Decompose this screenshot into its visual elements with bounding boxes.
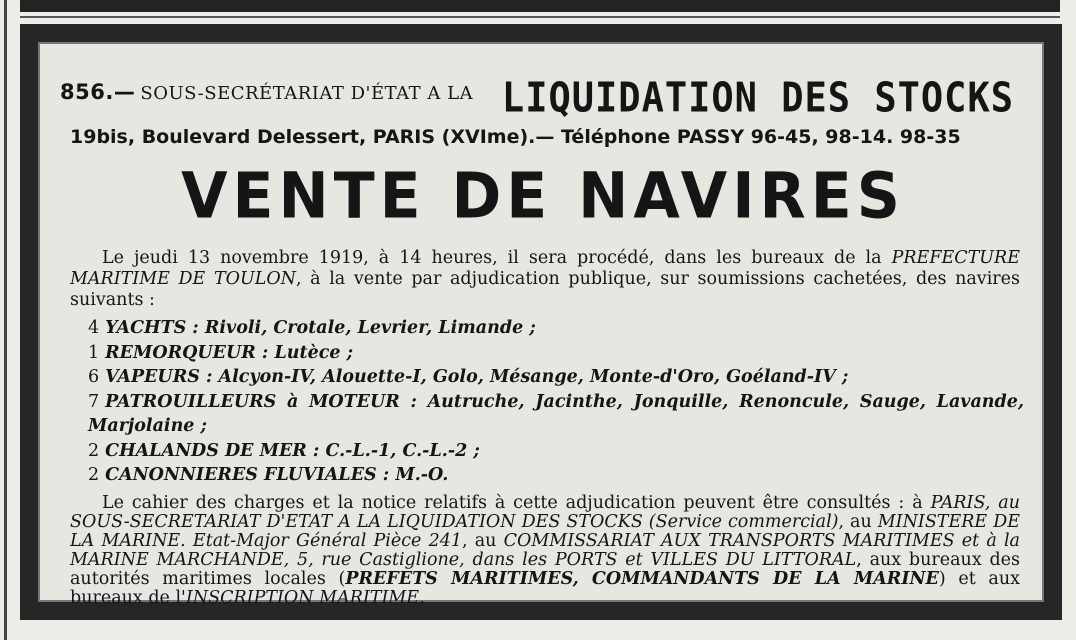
- lot-number: 856.—: [60, 80, 136, 104]
- column-rule: [4, 0, 7, 640]
- list-item: [88, 463, 1024, 488]
- closing-text: , aux bureaux des autorités maritimes locales (: [70, 550, 1020, 589]
- list-item: [88, 439, 1024, 464]
- vessel-text: REMORQUEUR : Lutèce ;: [105, 342, 354, 363]
- list-item: [88, 341, 1024, 366]
- header-line: [60, 80, 473, 104]
- address-line: [70, 126, 961, 148]
- vessel-count: 1: [88, 342, 100, 363]
- vessel-count: 2: [88, 440, 100, 461]
- vessel-text: CHALANDS DE MER : C.-L.-1, C.-L.-2 ;: [105, 440, 480, 461]
- intro-text: Le jeudi 13 novembre 1919, à 14 heures, il sera procédé, dans les bureaux de la: [102, 248, 892, 268]
- closing-prefets: PREFETS MARITIMES, COMMANDANTS DE LA MARINE: [345, 569, 939, 589]
- closing-text: , au: [461, 531, 504, 551]
- list-item: [88, 365, 1024, 390]
- list-item: [70, 390, 1024, 439]
- previous-ad-border: [20, 0, 1060, 12]
- vessel-list: [88, 316, 1024, 488]
- intro-paragraph: [70, 248, 1020, 311]
- closing-text: ) et aux bureaux de l': [70, 569, 1020, 608]
- closing-paragraph: [70, 494, 1020, 608]
- department-title: LIQUIDATION DES STOCKS: [501, 74, 1014, 122]
- vessel-text: VAPEURS : Alcyon-IV, Alouette-I, Golo, Mésange, Monte-d'Oro, Goéland-IV ;: [105, 367, 849, 387]
- telephone: Téléphone PASSY 96-45, 98-14. 98-35: [561, 126, 961, 148]
- ministry-name: SOUS-SECRÉTARIAT D'ÉTAT A LA: [140, 83, 474, 104]
- advertisement-body: [60, 62, 1026, 618]
- intro-prefecture: PREFECTURE MARITIME DE TOULON: [70, 248, 1020, 289]
- list-item: [88, 316, 1024, 341]
- vessel-count: 6: [88, 367, 100, 387]
- vessel-text: CANONNIERES FLUVIALES : M.-O.: [105, 465, 449, 485]
- closing-inscription: INSCRIPTION MARITIME.: [185, 588, 425, 608]
- vessel-text: YACHTS : Rivoli, Crotale, Levrier, Limande ;: [105, 318, 536, 338]
- vessel-count: 4: [88, 318, 100, 338]
- vessel-text: PATROUILLEURS à MOTEUR : Autruche, Jacinthe, Jonquille, Renoncule, Sauge, Lavande, Marjolaine ;: [88, 391, 1024, 436]
- vessel-count: 2: [88, 465, 100, 485]
- closing-commissariat: COMMISSARIAT AUX TRANSPORTS MARITIMES et à la MARINE MARCHANDE, 5, rue Castiglione, dans les PORTS et VILLES DU LITTORAL: [70, 531, 1020, 570]
- closing-paris: PARIS, au SOUS-SECRETARIAT D'ETAT A LA LIQUIDATION DES STOCKS (Service commercial): [70, 493, 1020, 532]
- vessel-count: 7: [88, 391, 100, 412]
- closing-text: Le cahier des charges et la notice relatifs à cette adjudication peuvent être consultés : à: [102, 493, 931, 513]
- advertisement-frame: [20, 24, 1062, 620]
- separator-line: [20, 16, 1060, 18]
- intro-text-end: , à la vente par adjudication publique, sur soumissions cachetées, des navires suivants :: [70, 269, 1020, 310]
- closing-text: , au: [838, 512, 878, 532]
- closing-ministere: MINISTERE DE LA MARINE. Etat-Major Général Pièce 241: [70, 512, 1021, 551]
- page-title: VENTE DE NAVIRES: [181, 160, 905, 234]
- address: 19bis, Boulevard Delessert, PARIS (XVIme).—: [70, 126, 555, 148]
